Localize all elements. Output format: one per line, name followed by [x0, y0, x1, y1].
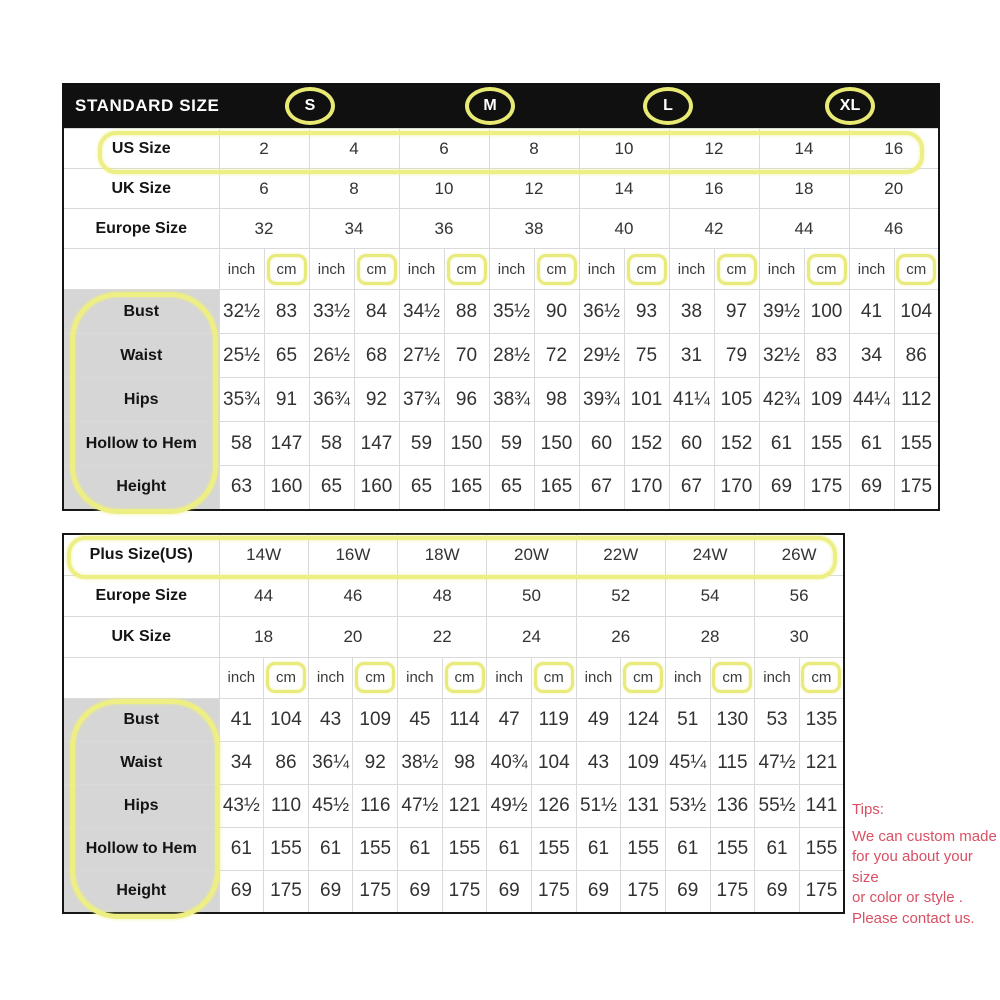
cm-highlight-box: cm	[537, 254, 577, 285]
measure-cell: 37¾	[399, 378, 444, 422]
size-cell: 36	[399, 209, 489, 249]
measure-cell: 86	[894, 334, 939, 378]
measure-cell: 60	[579, 422, 624, 466]
unit-cell-cm	[534, 249, 579, 290]
measure-cell: 101	[624, 378, 669, 422]
unit-cell-cm	[894, 249, 939, 290]
measure-cell: 131	[621, 784, 666, 827]
unit-row	[63, 249, 939, 290]
unit-cell-inch: inch	[219, 657, 264, 698]
cm-highlight-box: cm	[712, 662, 752, 693]
measure-cell: 175	[531, 870, 576, 913]
unit-cell-cm	[264, 657, 309, 698]
unit-cell-cm	[531, 657, 576, 698]
size-cell: 48	[398, 575, 487, 616]
measure-cell: 61	[665, 827, 710, 870]
unit-cell-cm	[442, 657, 487, 698]
size-cell: 18	[759, 169, 849, 209]
measure-cell: 38¾	[489, 378, 534, 422]
measure-cell: 79	[714, 334, 759, 378]
measure-cell: 33½	[309, 290, 354, 334]
size-cell: 20	[849, 169, 939, 209]
size-cell: 24	[487, 616, 576, 657]
measure-cell: 147	[354, 422, 399, 466]
cm-highlight-box: cm	[357, 254, 397, 285]
size-cell: 14W	[219, 534, 308, 575]
measure-cell: 126	[531, 784, 576, 827]
measure-cell: 29½	[579, 334, 624, 378]
tips-note	[852, 800, 998, 929]
size-cell: 6	[219, 169, 309, 209]
size-row-europe-size	[63, 209, 939, 249]
measure-cell: 28½	[489, 334, 534, 378]
row-label-height: Height	[63, 870, 219, 913]
measure-cell: 40¾	[487, 741, 532, 784]
measure-cell: 61	[576, 827, 621, 870]
measure-cell: 70	[444, 334, 489, 378]
measure-cell: 59	[489, 422, 534, 466]
row-label-hips: Hips	[63, 378, 219, 422]
measure-cell: 86	[264, 741, 309, 784]
measure-cell: 165	[534, 466, 579, 510]
measure-cell: 43	[308, 698, 353, 741]
measure-cell: 51	[665, 698, 710, 741]
measure-cell: 45	[398, 698, 443, 741]
measure-row-bust	[63, 290, 939, 334]
cm-highlight-box: cm	[447, 254, 487, 285]
measure-cell: 58	[219, 422, 264, 466]
size-cell: 16W	[308, 534, 397, 575]
measure-cell: 61	[219, 827, 264, 870]
measure-cell: 175	[264, 870, 309, 913]
cm-highlight-box: cm	[717, 254, 757, 285]
unit-cell-inch: inch	[849, 249, 894, 290]
measure-cell: 98	[442, 741, 487, 784]
measure-cell: 39¾	[579, 378, 624, 422]
size-badge-m: M	[465, 87, 515, 125]
size-cell: 56	[755, 575, 844, 616]
measure-cell: 67	[669, 466, 714, 510]
measure-cell: 36¾	[309, 378, 354, 422]
cm-highlight-box: cm	[445, 662, 485, 693]
measure-cell: 41	[849, 290, 894, 334]
measure-cell: 160	[354, 466, 399, 510]
measure-row-height	[63, 466, 939, 510]
size-cell: 22	[398, 616, 487, 657]
measure-cell: 110	[264, 784, 309, 827]
unit-cell-cm	[714, 249, 759, 290]
measure-cell: 104	[894, 290, 939, 334]
measure-cell: 100	[804, 290, 849, 334]
unit-cell-cm	[444, 249, 489, 290]
measure-cell: 155	[799, 827, 844, 870]
measure-cell: 69	[487, 870, 532, 913]
measure-cell: 155	[353, 827, 398, 870]
measure-cell: 109	[804, 378, 849, 422]
tips-line: for you about your size	[852, 848, 973, 886]
measure-row-hollow-to-hem	[63, 422, 939, 466]
measure-cell: 35¾	[219, 378, 264, 422]
unit-row-empty-label	[63, 249, 219, 290]
cm-highlight-box: cm	[807, 254, 847, 285]
measure-cell: 35½	[489, 290, 534, 334]
plus-size-table	[62, 533, 845, 914]
size-cell: 32	[219, 209, 309, 249]
measure-cell: 116	[353, 784, 398, 827]
measure-cell: 68	[354, 334, 399, 378]
row-label-hollow-to-hem: Hollow to Hem	[63, 422, 219, 466]
size-cell: 20W	[487, 534, 576, 575]
unit-cell-inch: inch	[489, 249, 534, 290]
size-cell: 12	[669, 129, 759, 169]
size-cell: 22W	[576, 534, 665, 575]
row-label-bust: Bust	[63, 698, 219, 741]
size-cell: 18W	[398, 534, 487, 575]
size-cell: 54	[665, 575, 754, 616]
measure-cell: 61	[398, 827, 443, 870]
tips-line: Please contact us.	[852, 909, 975, 927]
size-cell: 10	[399, 169, 489, 209]
row-label-hips: Hips	[63, 784, 219, 827]
measure-cell: 41¼	[669, 378, 714, 422]
measure-cell: 34	[849, 334, 894, 378]
measure-cell: 112	[894, 378, 939, 422]
unit-cell-inch: inch	[755, 657, 800, 698]
measure-cell: 104	[531, 741, 576, 784]
measure-cell: 155	[531, 827, 576, 870]
measure-cell: 26½	[309, 334, 354, 378]
unit-cell-cm	[624, 249, 669, 290]
measure-cell: 69	[755, 870, 800, 913]
measure-cell: 175	[353, 870, 398, 913]
measure-cell: 152	[624, 422, 669, 466]
measure-cell: 135	[799, 698, 844, 741]
size-row-uk-size	[63, 616, 844, 657]
size-cell: 46	[849, 209, 939, 249]
standard-size-title: STANDARD SIZE	[75, 95, 220, 115]
measure-cell: 104	[264, 698, 309, 741]
cm-highlight-box: cm	[623, 662, 663, 693]
measure-cell: 65	[309, 466, 354, 510]
size-row-us-size	[63, 129, 939, 169]
size-cell: 50	[487, 575, 576, 616]
measure-cell: 53	[755, 698, 800, 741]
measure-cell: 109	[353, 698, 398, 741]
unit-cell-inch: inch	[308, 657, 353, 698]
measure-cell: 44¼	[849, 378, 894, 422]
size-badge-xl: XL	[825, 87, 875, 125]
size-row-plus-sizeus	[63, 534, 844, 575]
measure-cell: 150	[534, 422, 579, 466]
measure-cell: 155	[894, 422, 939, 466]
cm-highlight-box: cm	[896, 254, 936, 285]
size-cell: 8	[309, 169, 399, 209]
measure-cell: 175	[804, 466, 849, 510]
unit-cell-inch: inch	[398, 657, 443, 698]
measure-cell: 61	[849, 422, 894, 466]
size-cell: 20	[308, 616, 397, 657]
unit-cell-inch: inch	[309, 249, 354, 290]
measure-cell: 175	[442, 870, 487, 913]
size-cell: 16	[669, 169, 759, 209]
measure-row-hips	[63, 784, 844, 827]
unit-cell-inch: inch	[669, 249, 714, 290]
measure-cell: 115	[710, 741, 755, 784]
size-cell: 2	[219, 129, 309, 169]
unit-cell-cm	[264, 249, 309, 290]
measure-cell: 45½	[308, 784, 353, 827]
measure-row-height	[63, 870, 844, 913]
size-grid-table	[62, 128, 940, 511]
unit-cell-cm	[710, 657, 755, 698]
measure-cell: 55½	[755, 784, 800, 827]
size-cell: 26	[576, 616, 665, 657]
measure-cell: 175	[621, 870, 666, 913]
measure-cell: 109	[621, 741, 666, 784]
measure-cell: 97	[714, 290, 759, 334]
measure-cell: 60	[669, 422, 714, 466]
measure-cell: 61	[759, 422, 804, 466]
measure-cell: 36½	[579, 290, 624, 334]
size-badge-s: S	[285, 87, 335, 125]
size-cell: 12	[489, 169, 579, 209]
row-label-waist: Waist	[63, 334, 219, 378]
measure-cell: 47½	[398, 784, 443, 827]
cm-highlight-box: cm	[355, 662, 395, 693]
unit-cell-cm	[799, 657, 844, 698]
measure-cell: 155	[264, 827, 309, 870]
unit-cell-inch: inch	[219, 249, 264, 290]
measure-cell: 63	[219, 466, 264, 510]
measure-cell: 91	[264, 378, 309, 422]
measure-cell: 49	[576, 698, 621, 741]
measure-cell: 155	[804, 422, 849, 466]
cm-highlight-box: cm	[627, 254, 667, 285]
unit-cell-inch: inch	[579, 249, 624, 290]
size-cell: 44	[759, 209, 849, 249]
measure-cell: 59	[399, 422, 444, 466]
measure-cell: 42¾	[759, 378, 804, 422]
row-label-bust: Bust	[63, 290, 219, 334]
plus-size-section	[62, 533, 845, 914]
measure-cell: 49½	[487, 784, 532, 827]
standard-size-header-bar	[62, 83, 940, 128]
measure-cell: 130	[710, 698, 755, 741]
row-label-europe-size: Europe Size	[63, 209, 219, 249]
measure-cell: 39½	[759, 290, 804, 334]
measure-cell: 152	[714, 422, 759, 466]
measure-row-hips	[63, 378, 939, 422]
size-cell: 14	[759, 129, 849, 169]
measure-cell: 41	[219, 698, 264, 741]
measure-cell: 67	[579, 466, 624, 510]
measure-cell: 69	[219, 870, 264, 913]
size-cell: 34	[309, 209, 399, 249]
measure-cell: 43	[576, 741, 621, 784]
measure-cell: 170	[714, 466, 759, 510]
measure-cell: 155	[621, 827, 666, 870]
measure-cell: 136	[710, 784, 755, 827]
tips-title: Tips:	[852, 801, 884, 818]
measure-row-waist	[63, 334, 939, 378]
cm-highlight-box: cm	[267, 254, 307, 285]
measure-cell: 75	[624, 334, 669, 378]
measure-cell: 96	[444, 378, 489, 422]
row-label-hollow-to-hem: Hollow to Hem	[63, 827, 219, 870]
measure-cell: 92	[353, 741, 398, 784]
measure-cell: 34	[219, 741, 264, 784]
measure-cell: 165	[444, 466, 489, 510]
row-label-waist: Waist	[63, 741, 219, 784]
measure-cell: 121	[442, 784, 487, 827]
measure-row-bust	[63, 698, 844, 741]
size-cell: 52	[576, 575, 665, 616]
unit-cell-inch: inch	[487, 657, 532, 698]
measure-cell: 32½	[759, 334, 804, 378]
measure-cell: 141	[799, 784, 844, 827]
size-row-europe-size	[63, 575, 844, 616]
measure-cell: 51½	[576, 784, 621, 827]
measure-cell: 38½	[398, 741, 443, 784]
measure-cell: 121	[799, 741, 844, 784]
measure-cell: 119	[531, 698, 576, 741]
size-cell: 6	[399, 129, 489, 169]
size-grid-table	[62, 533, 845, 914]
size-cell: 30	[755, 616, 844, 657]
measure-cell: 58	[309, 422, 354, 466]
row-label-uk-size: UK Size	[63, 169, 219, 209]
measure-cell: 90	[534, 290, 579, 334]
measure-cell: 114	[442, 698, 487, 741]
unit-cell-inch: inch	[665, 657, 710, 698]
size-badge-l: L	[643, 87, 693, 125]
size-cell: 18	[219, 616, 308, 657]
size-cell: 28	[665, 616, 754, 657]
standard-size-table	[62, 128, 940, 511]
measure-cell: 32½	[219, 290, 264, 334]
measure-cell: 170	[624, 466, 669, 510]
measure-cell: 124	[621, 698, 666, 741]
measure-cell: 61	[755, 827, 800, 870]
measure-cell: 53½	[665, 784, 710, 827]
measure-cell: 69	[759, 466, 804, 510]
standard-size-section	[62, 83, 940, 511]
measure-cell: 36¼	[308, 741, 353, 784]
measure-cell: 83	[264, 290, 309, 334]
size-cell: 24W	[665, 534, 754, 575]
row-label-europe-size: Europe Size	[63, 575, 219, 616]
measure-cell: 69	[308, 870, 353, 913]
unit-cell-cm	[354, 249, 399, 290]
measure-cell: 93	[624, 290, 669, 334]
measure-cell: 34½	[399, 290, 444, 334]
measure-cell: 175	[894, 466, 939, 510]
size-cell: 10	[579, 129, 669, 169]
measure-cell: 88	[444, 290, 489, 334]
measure-cell: 147	[264, 422, 309, 466]
measure-cell: 65	[264, 334, 309, 378]
row-label-us-size: US Size	[63, 129, 219, 169]
measure-cell: 43½	[219, 784, 264, 827]
measure-cell: 175	[710, 870, 755, 913]
measure-cell: 69	[576, 870, 621, 913]
measure-cell: 155	[710, 827, 755, 870]
measure-cell: 69	[665, 870, 710, 913]
size-cell: 4	[309, 129, 399, 169]
measure-cell: 31	[669, 334, 714, 378]
size-cell: 42	[669, 209, 759, 249]
size-cell: 8	[489, 129, 579, 169]
measure-cell: 72	[534, 334, 579, 378]
measure-cell: 45¼	[665, 741, 710, 784]
measure-cell: 25½	[219, 334, 264, 378]
unit-cell-cm	[804, 249, 849, 290]
cm-highlight-box: cm	[801, 662, 841, 693]
measure-cell: 98	[534, 378, 579, 422]
size-cell: 14	[579, 169, 669, 209]
row-label-height: Height	[63, 466, 219, 510]
measure-cell: 84	[354, 290, 399, 334]
measure-row-waist	[63, 741, 844, 784]
measure-cell: 92	[354, 378, 399, 422]
measure-cell: 83	[804, 334, 849, 378]
measure-cell: 155	[442, 827, 487, 870]
cm-highlight-box: cm	[266, 662, 306, 693]
measure-cell: 65	[399, 466, 444, 510]
measure-cell: 61	[487, 827, 532, 870]
measure-cell: 27½	[399, 334, 444, 378]
unit-cell-inch: inch	[759, 249, 804, 290]
size-cell: 40	[579, 209, 669, 249]
measure-cell: 69	[849, 466, 894, 510]
measure-cell: 69	[398, 870, 443, 913]
measure-cell: 65	[489, 466, 534, 510]
tips-line: or color or style .	[852, 889, 963, 906]
measure-cell: 105	[714, 378, 759, 422]
measure-row-hollow-to-hem	[63, 827, 844, 870]
measure-cell: 47½	[755, 741, 800, 784]
row-label-plus-sizeus: Plus Size(US)	[63, 534, 219, 575]
tips-line: We can custom made	[852, 827, 997, 845]
unit-row	[63, 657, 844, 698]
unit-row-empty-label	[63, 657, 219, 698]
size-row-uk-size	[63, 169, 939, 209]
measure-cell: 47	[487, 698, 532, 741]
measure-cell: 150	[444, 422, 489, 466]
measure-cell: 61	[308, 827, 353, 870]
unit-cell-inch: inch	[576, 657, 621, 698]
unit-cell-inch: inch	[399, 249, 444, 290]
unit-cell-cm	[353, 657, 398, 698]
size-cell: 46	[308, 575, 397, 616]
measure-cell: 175	[799, 870, 844, 913]
measure-cell: 160	[264, 466, 309, 510]
size-cell: 38	[489, 209, 579, 249]
row-label-uk-size: UK Size	[63, 616, 219, 657]
measure-cell: 38	[669, 290, 714, 334]
unit-cell-cm	[621, 657, 666, 698]
size-cell: 16	[849, 129, 939, 169]
size-cell: 26W	[755, 534, 844, 575]
cm-highlight-box: cm	[534, 662, 574, 693]
size-cell: 44	[219, 575, 308, 616]
